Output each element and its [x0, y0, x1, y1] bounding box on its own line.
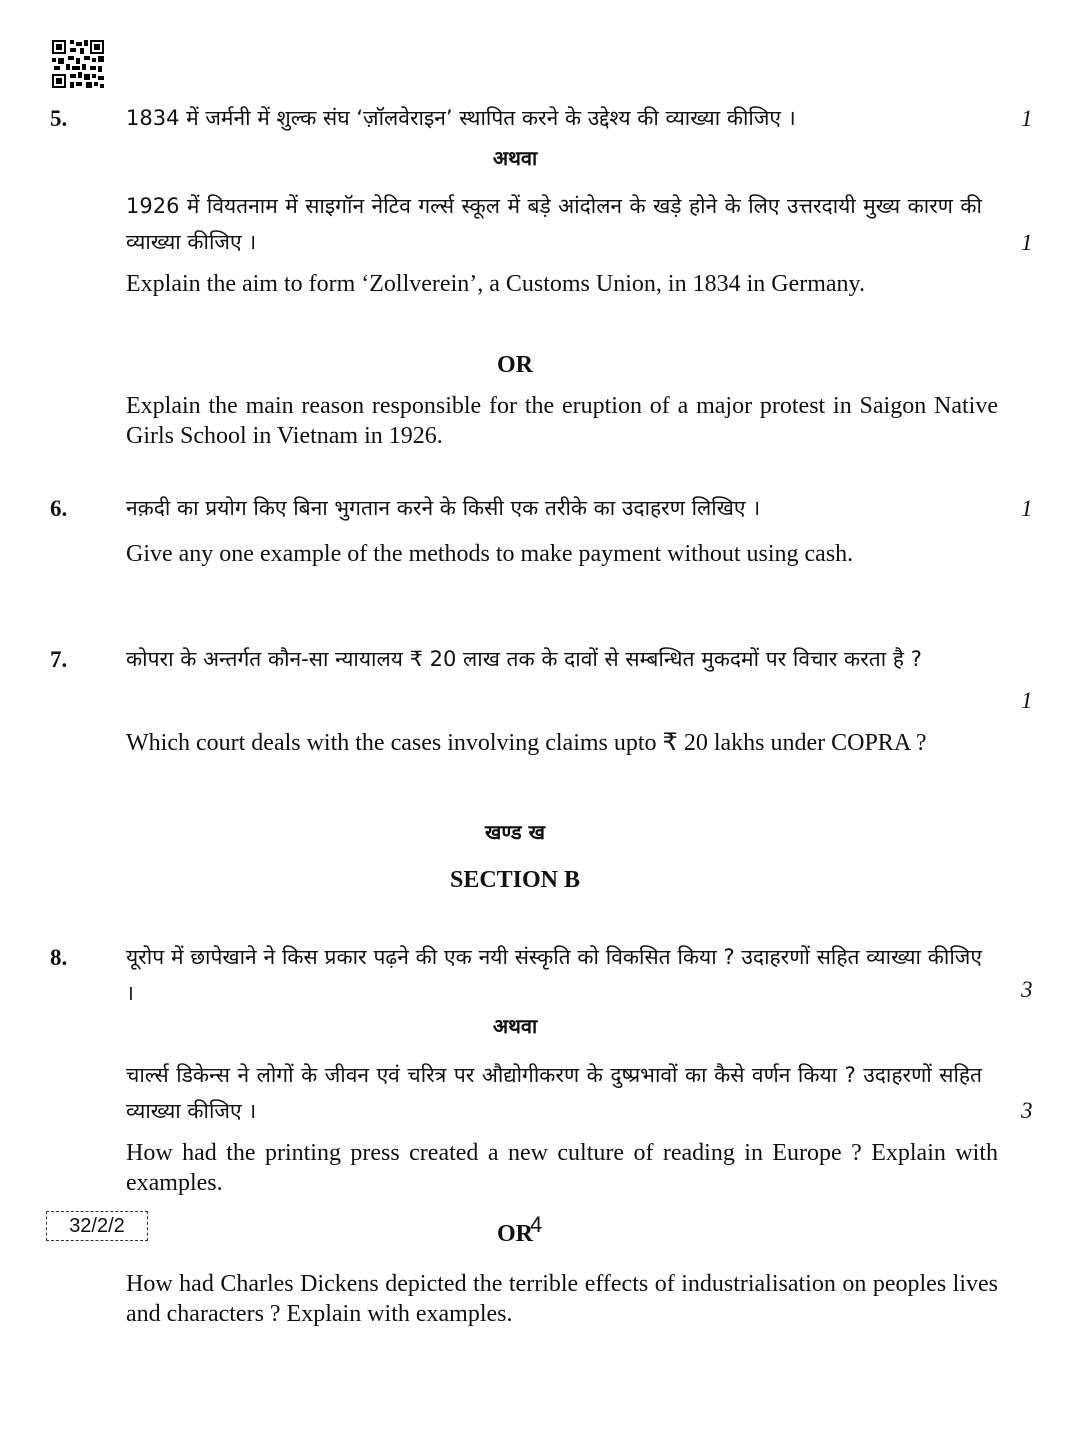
question-text-english: How had the printing press created a new culture of reading in Europe ? Explain with examples. — [126, 1140, 998, 1196]
question-text-hindi-alt: 1926 में वियतनाम में साइगॉन नेटिव गर्ल्स स्कूल में बड़े आंदोलन के खड़े होने के लिए उत्तरदायी मुख्य कारण की व्याख्या कीजिए । — [126, 194, 982, 254]
question-text-hindi: 1834 में जर्मनी में शुल्क संघ ‘ज़ॉलवेराइन’ स्थापित करने के उद्देश्य की व्याख्या कीजिए । — [126, 106, 796, 130]
qr-code-icon — [52, 40, 104, 88]
question-text-english: Which court deals with the cases involving claims upto ₹ 20 lakhs under COPRA ? — [126, 730, 927, 756]
question-number: 8. — [50, 945, 68, 970]
question-marks: 1 — [1021, 496, 1033, 521]
question-text-english: Explain the aim to form ‘Zollverein’, a Customs Union, in 1834 in Germany. — [126, 271, 865, 297]
question-number: 5. — [50, 106, 68, 131]
section-title-hindi: खण्ड ख — [485, 820, 545, 844]
question-text-english-alt: Explain the main reason responsible for the eruption of a major protest in Saigon Native Girls School in Vietnam in 1926. — [126, 393, 998, 449]
question-marks: 3 — [1021, 977, 1033, 1002]
or-label: OR — [497, 1221, 533, 1247]
question-number: 7. — [50, 647, 68, 672]
athva-label: अथवा — [492, 1014, 538, 1038]
section-title: SECTION B — [449, 867, 581, 893]
question-text-english: Give any one example of the methods to make payment without using cash. — [126, 541, 854, 567]
question-text-hindi: यूरोप में छापेखाने ने किस प्रकार पढ़ने की एक नयी संस्कृति को विकसित किया ? उदाहरणों सहित व्याख्या कीजिए । — [126, 945, 982, 1005]
question-marks: 3 — [1021, 1098, 1033, 1123]
paper-code: 32/2/2 — [46, 1211, 148, 1241]
question-number: 6. — [50, 496, 68, 521]
or-label: OR — [497, 352, 533, 378]
question-marks: 1 — [1021, 230, 1033, 255]
question-marks: 1 — [1021, 106, 1033, 131]
question-text-english-alt: How had Charles Dickens depicted the terrible effects of industrialisation on peoples lives and characters ? Explain with examples. — [126, 1271, 998, 1327]
question-marks: 1 — [1021, 688, 1033, 713]
question-text-hindi: नक़दी का प्रयोग किए बिना भुगतान करने के किसी एक तरीके का उदाहरण लिखिए । — [126, 496, 761, 520]
page-number: 4 — [530, 1212, 543, 1237]
question-text-hindi-alt: चार्ल्स डिकेन्स ने लोगों के जीवन एवं चरित्र पर औद्योगीकरण के दुष्प्रभावों का कैसे वर्णन किया ? उदाहरणों सहित व्याख्या कीजिए । — [126, 1063, 982, 1123]
athva-label: अथवा — [492, 146, 538, 170]
question-text-hindi: कोपरा के अन्तर्गत कौन-सा न्यायालय ₹ 20 लाख तक के दावों से सम्बन्धित मुकदमों पर विचार करता है ? — [126, 647, 922, 671]
